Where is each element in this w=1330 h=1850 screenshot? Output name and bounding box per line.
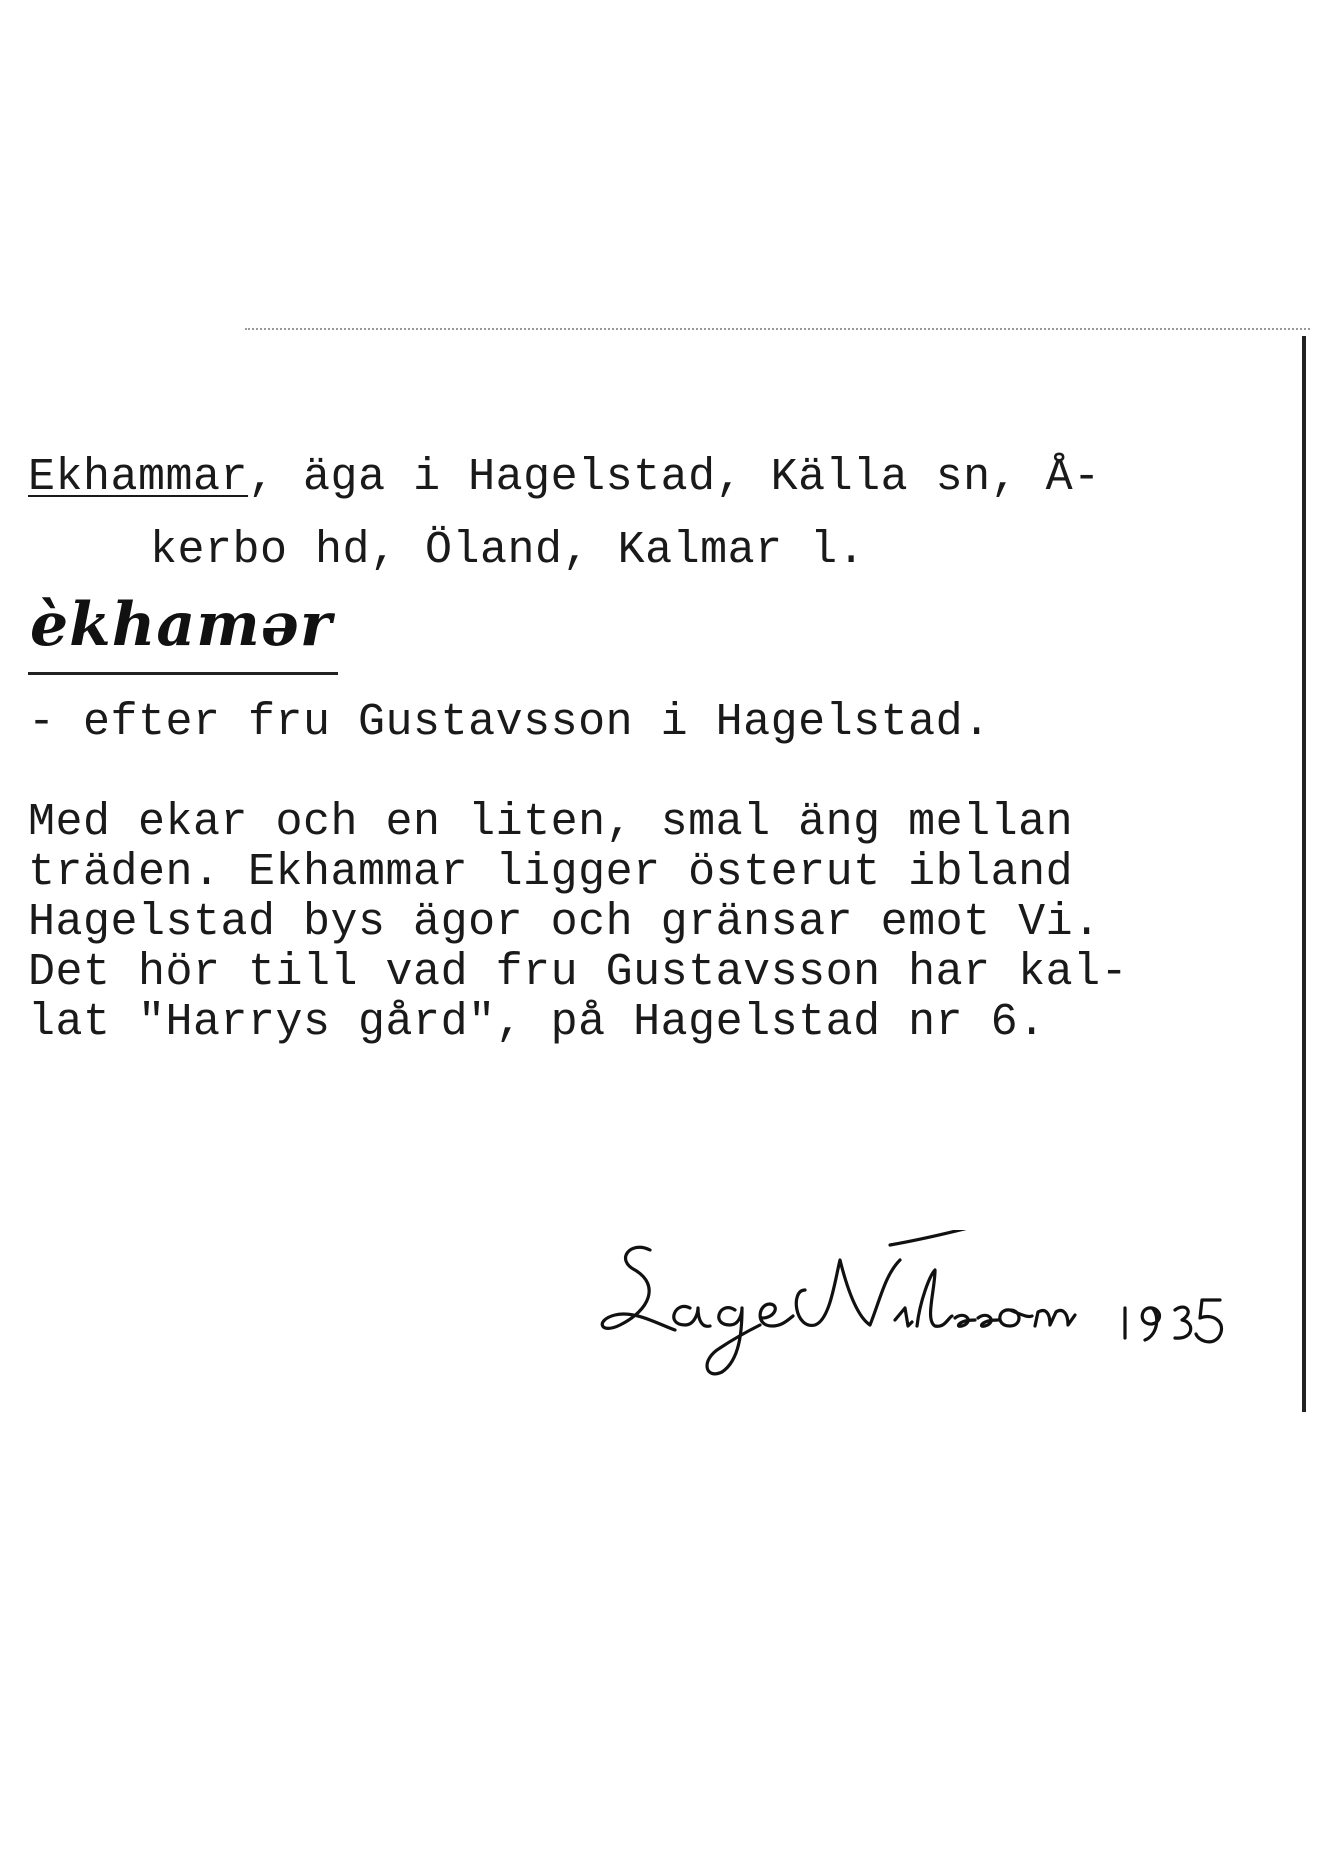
description-line-5: lat "Harrys gård", på Hagelstad nr 6.	[28, 997, 1046, 1048]
phonetic-underline	[28, 672, 338, 675]
phonetic-handwritten: èkhamər	[30, 590, 333, 660]
header-location: , äga i Hagelstad, Källa sn, Å-	[248, 452, 1101, 503]
signature	[590, 1230, 1250, 1380]
header-term: Ekhammar	[28, 452, 249, 503]
description-line-2: träden. Ekhammar ligger österut ibland	[28, 847, 1074, 898]
description-line-1: Med ekar och en liten, smal äng mellan	[28, 797, 1074, 848]
header-line-1	[28, 452, 1101, 503]
header-line-2: kerbo hd, Öland, Kalmar l.	[150, 525, 866, 576]
description-line-3: Hagelstad bys ägor och gränsar emot Vi.	[28, 897, 1101, 948]
description-line-4: Det hör till vad fru Gustavsson har kal-	[28, 947, 1129, 998]
source-line: - efter fru Gustavsson i Hagelstad.	[28, 697, 991, 748]
card-right-edge	[1302, 336, 1306, 1412]
card-top-edge	[245, 328, 1310, 330]
